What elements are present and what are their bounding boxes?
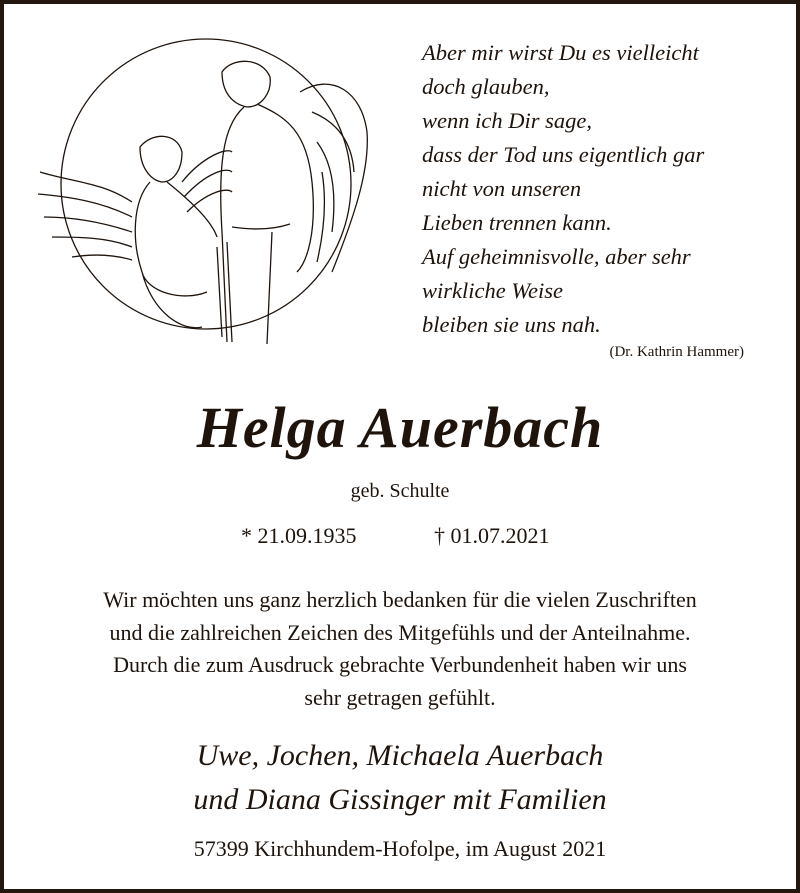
thanks-line: Wir möchten uns ganz herzlich bedanken für die vielen Zuschriften — [103, 587, 697, 612]
thanks-line: und die zahlreichen Zeichen des Mitgefühls und der Anteilnahme. — [109, 619, 691, 645]
poem-line: Lieben trennen kann. — [422, 210, 612, 235]
angels-illustration — [32, 32, 382, 352]
poem-line: wenn ich Dir sage, — [422, 108, 592, 133]
birth-name: geb. Schulte — [350, 480, 450, 502]
place-date: 57399 Kirchhundem-Hofolpe, im August 2021 — [193, 836, 607, 861]
poem-line: Aber mir wirst Du es vielleicht — [422, 40, 699, 65]
thanks-line: sehr getragen gefühlt. — [304, 684, 496, 710]
family-line: und Diana Gissinger mit Familien — [193, 783, 607, 816]
poem — [422, 36, 704, 342]
family-line: Uwe, Jochen, Michaela Auerbach — [196, 739, 604, 772]
family-signature — [4, 734, 796, 822]
poem-line: nicht von unseren — [422, 176, 582, 201]
deceased-name: Helga Auerbach — [196, 395, 604, 460]
poem-line: doch glauben, — [422, 74, 550, 99]
poem-line: dass der Tod uns eigentlich gar — [422, 142, 705, 167]
death-date: † 01.07.2021 — [434, 523, 550, 548]
poem-line: bleiben sie uns nah. — [422, 312, 601, 337]
poem-line: wirkliche Weise — [422, 278, 564, 303]
poem-line: Auf geheimnisvolle, aber sehr — [422, 244, 691, 269]
birth-date: * 21.09.1935 — [241, 523, 357, 548]
poem-author: (Dr. Kathrin Hammer) — [609, 344, 744, 360]
thanks-text — [4, 584, 796, 714]
thanks-line: Durch die zum Ausdruck gebrachte Verbundenheit haben wir uns — [113, 652, 687, 677]
